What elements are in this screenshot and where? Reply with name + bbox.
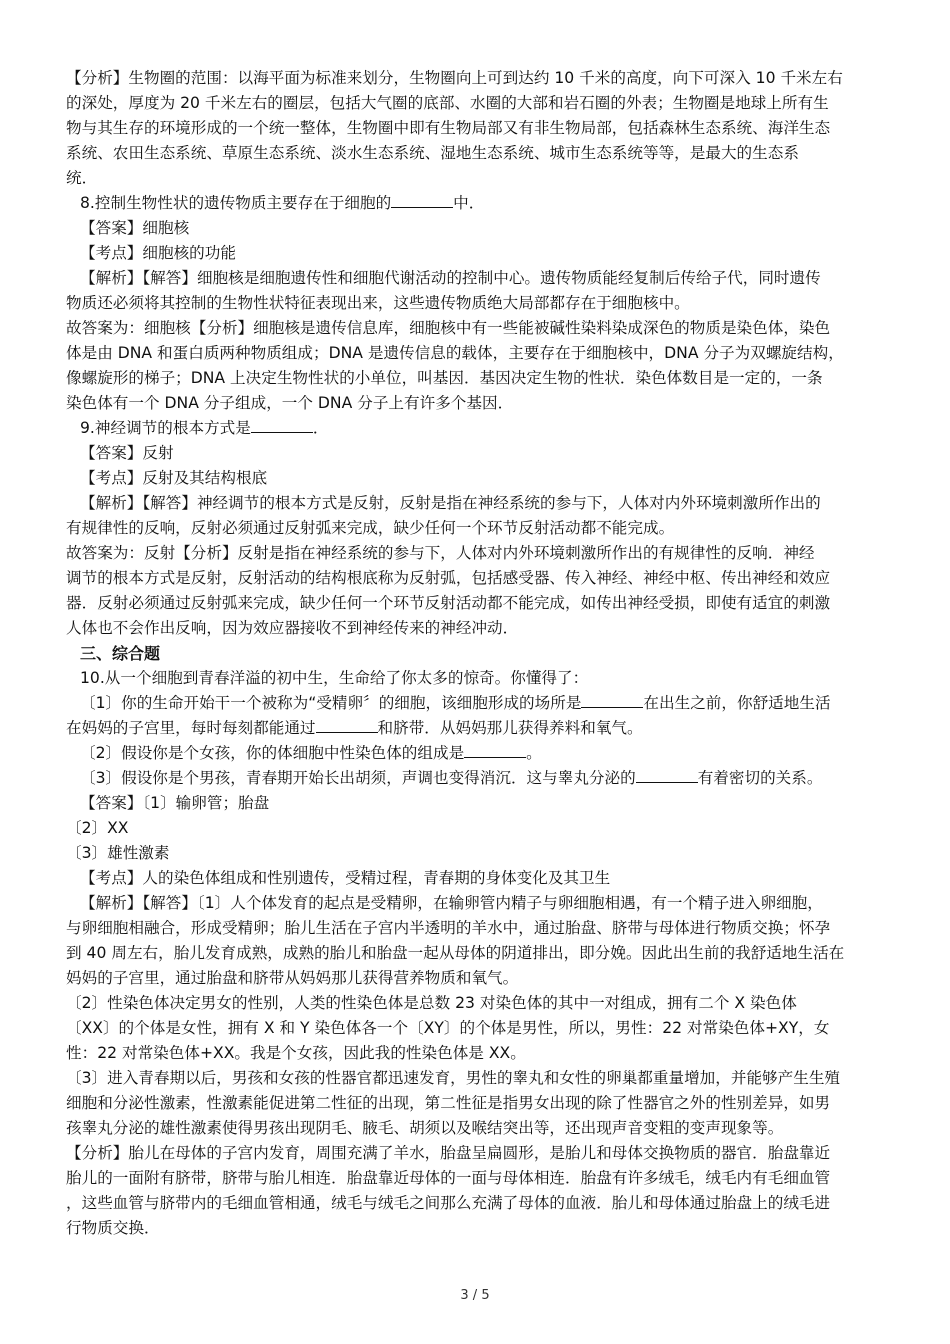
question-8	[66, 191, 886, 416]
topic-label: 【考点】细胞核的功能	[80, 244, 236, 262]
text-line: 【解析】【解答】〔1〕人个体发育的起点是受精卵，在输卵管内精子与卵细胞相遇，有一个精子进入卵细胞，	[80, 894, 823, 912]
text-line: 【分析】胎儿在母体的子宫内发育，周围充满了羊水，胎盘呈扁圆形，是胎儿和母体交换物质的器官．胎盘靠近	[66, 1144, 831, 1162]
text-line: 行物质交换．	[66, 1219, 160, 1237]
text-line: 胎儿的一面附有脐带，脐带与胎儿相连．胎盘靠近母体的一面与母体相连．胎盘有许多绒毛，绒毛内有毛细血管	[66, 1169, 831, 1187]
text-line: 故答案为：反射【分析】反射是指在神经系统的参与下，人体对内外环境刺激所作出的有规律性的反响．神经	[66, 544, 815, 562]
page-number: 3 / 5	[460, 1288, 490, 1303]
text-line: 与卵细胞相融合，形成受精卵；胎儿生活在子宫内半透明的羊水中，通过胎盘、脐带与母体进行物质交换；怀孕	[66, 919, 831, 937]
question-10-part-1: 〔1〕你的生命开始干一个被称为“受精卵〞的细胞，该细胞形成的场所是 在出生之前，你舒适地生活	[80, 694, 831, 712]
topic-label: 【考点】人的染色体组成和性别遗传，受精过程，青春期的身体变化及其卫生	[80, 869, 611, 887]
answer-blank[interactable]	[391, 193, 453, 208]
text-line: 物质还必须将其控制的生物性状特征表现出来，这些遗传物质绝大局部都存在于细胞核中。	[66, 294, 690, 312]
answer-blank[interactable]	[464, 743, 526, 758]
text-line: 孩睾丸分泌的雄性激素使得男孩出现阴毛、腋毛、胡须以及喉结突出等，还出现声音变粗的变声现象等。	[66, 1119, 784, 1137]
text-line: 系统、农田生态系统、草原生态系统、淡水生态系统、湿地生态系统、城市生态系统等等，是最大的生态系	[66, 144, 799, 162]
answer-line: 〔2〕XX	[66, 819, 129, 837]
text-line: 〔2〕性染色体决定男女的性别，人类的性染色体是总数 23 对染色体的其中一对组成，拥有二个 X 染色体	[66, 994, 797, 1012]
question-10-part-3: 〔3〕假设你是个男孩，青春期开始长出胡须，声调也变得消沉．这与睾丸分泌的 有着密切的关系。	[80, 769, 823, 787]
text-line: 调节的根本方式是反射，反射活动的结构根底称为反射弧，包括感受器、传入神经、神经中枢、传出神经和效应	[66, 569, 831, 587]
text-line: 有规律性的反响，反射必须通过反射弧来完成，缺少任何一个环节反射活动都不能完成。	[66, 519, 675, 537]
q7-analysis	[66, 66, 886, 191]
text-line: 【分析】生物圈的范围：以海平面为标准来划分，生物圈向上可到达约 10 千米的高度，向下可深入 10 千米左右	[66, 69, 843, 87]
question-10-part-1-cont: 在妈妈的子宫里，每时每刻都能通过 和脐带．从妈妈那儿获得养料和氧气。	[66, 719, 643, 737]
question-10-part-2: 〔2〕假设你是个女孩，你的体细胞中性染色体的组成是 。	[80, 744, 542, 762]
text-line: 〔3〕进入青春期以后，男孩和女孩的性器官都迅速发育，男性的睾丸和女性的卵巢都重量增加，并能够产生生殖	[66, 1069, 841, 1087]
text-line: 性：22 对常染色体+XX。我是个女孩，因此我的性染色体是 XX。	[66, 1044, 526, 1062]
text-line: 到 40 周左右，胎儿发育成熟，成熟的胎儿和胎盘一起从母体的阴道排出，即分娩。因此出生前的我舒适地生活在	[66, 944, 845, 962]
text-line: 像螺旋形的梯子；DNA 上决定生物性状的小单位，叫基因．基因决定生物的性状．染色体数目是一定的，一条	[66, 369, 823, 387]
text-line: 故答案为：细胞核【分析】细胞核是遗传信息库，细胞核中有一些能被碱性染料染成深色的物质是染色体，染色	[66, 319, 831, 337]
question-10-stem: 10.从一个细胞到青春洋溢的初中生，生命给了你太多的惊奇。你懂得了：	[80, 669, 589, 687]
text-line: 【解析】【解答】细胞核是细胞遗传性和细胞代谢活动的控制中心。遗传物质能经复制后传给子代，同时遗传	[80, 269, 821, 287]
answer-blank[interactable]	[581, 693, 643, 708]
text-line: 的深处，厚度为 20 千米左右的圈层，包括大气圈的底部、水圈的大部和岩石圈的外表；生物圈是地球上所有生	[66, 94, 829, 112]
answer-blank[interactable]	[636, 768, 698, 783]
answer-blank[interactable]	[316, 718, 378, 733]
text-line: 染色体有一个 DNA 分子组成，一个 DNA 分子上有许多个基因．	[66, 394, 514, 412]
text-line: 物与其生存的环境形成的一个统一整体，生物圈中即有生物局部又有非生物局部，包括森林生态系统、海洋生态	[66, 119, 831, 137]
answer-label: 【答案】反射	[80, 444, 174, 462]
question-9-stem: 9.神经调节的根本方式是 ．	[80, 419, 329, 437]
text-line: 细胞和分泌性激素，性激素能促进第二性征的出现，第二性征是指男女出现的除了性器官之外的性别差异，如男	[66, 1094, 831, 1112]
answer-line: 〔3〕雄性激素	[66, 844, 170, 862]
text-line: 统．	[66, 169, 98, 187]
text-line: 【解析】【解答】神经调节的根本方式是反射，反射是指在神经系统的参与下，人体对内外环境刺激所作出的	[80, 494, 821, 512]
text-line: 〔XX〕的个体是女性，拥有 X 和 Y 染色体各一个〔XY〕的个体是男性，所以，男性：22 对常染色体+XY，女	[66, 1019, 830, 1037]
text-line: 妈妈的子宫里，通过胎盘和脐带从妈妈那儿获得营养物质和氧气。	[66, 969, 519, 987]
text-line: 人体也不会作出反响，因为效应器接收不到神经传来的神经冲动．	[66, 619, 519, 637]
question-8-stem: 8.控制生物性状的遗传物质主要存在于细胞的 中．	[80, 194, 485, 212]
section-heading: 三、综合题	[80, 644, 161, 663]
text-line: 器．反射必须通过反射弧来完成，缺少任何一个环节反射活动都不能完成，如传出神经受损，即使有适宜的刺激	[66, 594, 831, 612]
document-page	[66, 66, 886, 1241]
text-line: 体是由 DNA 和蛋白质两种物质组成；DNA 是遗传信息的载体，主要存在于细胞核中，DNA 分子为双螺旋结构，	[66, 344, 844, 362]
answer-blank[interactable]	[251, 418, 313, 433]
topic-label: 【考点】反射及其结构根底	[80, 469, 268, 487]
text-line: ，这些血管与脐带内的毛细血管相通，绒毛与绒毛之间那么充满了母体的血液．胎儿和母体通过胎盘上的绒毛进	[66, 1194, 831, 1212]
answer-label: 【答案】〔1〕输卵管；胎盘	[80, 794, 270, 812]
question-9	[66, 416, 886, 641]
question-10	[66, 666, 886, 1241]
answer-label: 【答案】细胞核	[80, 219, 190, 237]
